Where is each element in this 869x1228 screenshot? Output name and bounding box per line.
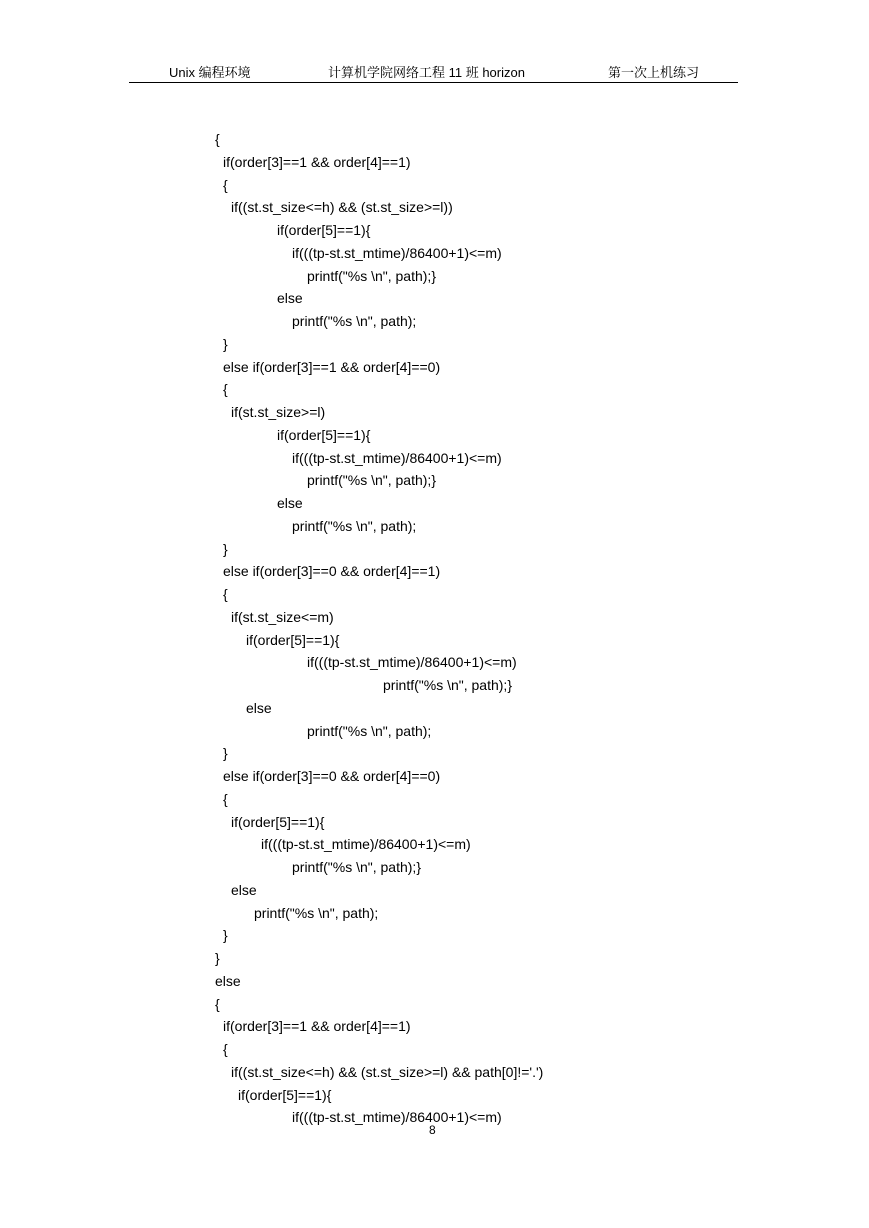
page-number: 8 [429,1123,436,1137]
code-line: if(st.st_size<=m) [231,609,334,625]
code-line: if(((tp-st.st_mtime)/86400+1)<=m) [292,245,502,261]
code-line: { [215,996,220,1012]
code-line: { [223,791,228,807]
code-line: if(order[3]==1 && order[4]==1) [223,1018,411,1034]
code-line: printf("%s \n", path);} [307,268,436,284]
code-line: printf("%s \n", path); [292,518,417,534]
code-line: } [223,745,228,761]
code-line: } [215,950,220,966]
code-line: if(order[5]==1){ [238,1087,332,1103]
code-line: else if(order[3]==0 && order[4]==1) [223,563,441,579]
code-line: } [223,927,228,943]
code-line: printf("%s \n", path); [307,723,432,739]
code-line: else [277,495,303,511]
code-line: else [231,882,257,898]
header-left-text: Unix 编程环境 [169,65,251,80]
code-line: { [223,586,228,602]
code-line: else [277,290,303,306]
code-line: printf("%s \n", path); [254,905,379,921]
header-right-text: 第一次上机练习 [608,65,700,80]
code-line: else [246,700,272,716]
code-line: { [215,131,220,147]
code-line: printf("%s \n", path);} [383,677,512,693]
code-line: else [215,973,241,989]
code-line: if(((tp-st.st_mtime)/86400+1)<=m) [307,654,517,670]
code-line: } [223,336,228,352]
code-line: if(((tp-st.st_mtime)/86400+1)<=m) [292,450,502,466]
code-line: if((st.st_size<=h) && (st.st_size>=l) && path[0]!='.') [231,1064,544,1080]
code-line: } [223,541,228,557]
code-line: { [223,1041,228,1057]
code-line: if(st.st_size>=l) [231,404,326,420]
code-line: if(order[5]==1){ [231,814,325,830]
code-line: printf("%s \n", path);} [292,859,421,875]
header-center-text: 计算机学院网络工程 11 班 horizon [328,65,525,80]
code-line: if(order[3]==1 && order[4]==1) [223,154,411,170]
code-line: if(((tp-st.st_mtime)/86400+1)<=m) [261,836,471,852]
code-line: if(order[5]==1){ [277,427,371,443]
code-line: { [223,381,228,397]
code-line: else if(order[3]==1 && order[4]==0) [223,359,441,375]
code-line: else if(order[3]==0 && order[4]==0) [223,768,441,784]
code-line: if((st.st_size<=h) && (st.st_size>=l)) [231,199,453,215]
code-line: if(order[5]==1){ [246,632,340,648]
code-line: if(((tp-st.st_mtime)/86400+1)<=m) [292,1109,502,1125]
code-line: printf("%s \n", path); [292,313,417,329]
code-line: if(order[5]==1){ [277,222,371,238]
code-line: { [223,177,228,193]
code-line: printf("%s \n", path);} [307,472,436,488]
page-header [129,60,738,83]
